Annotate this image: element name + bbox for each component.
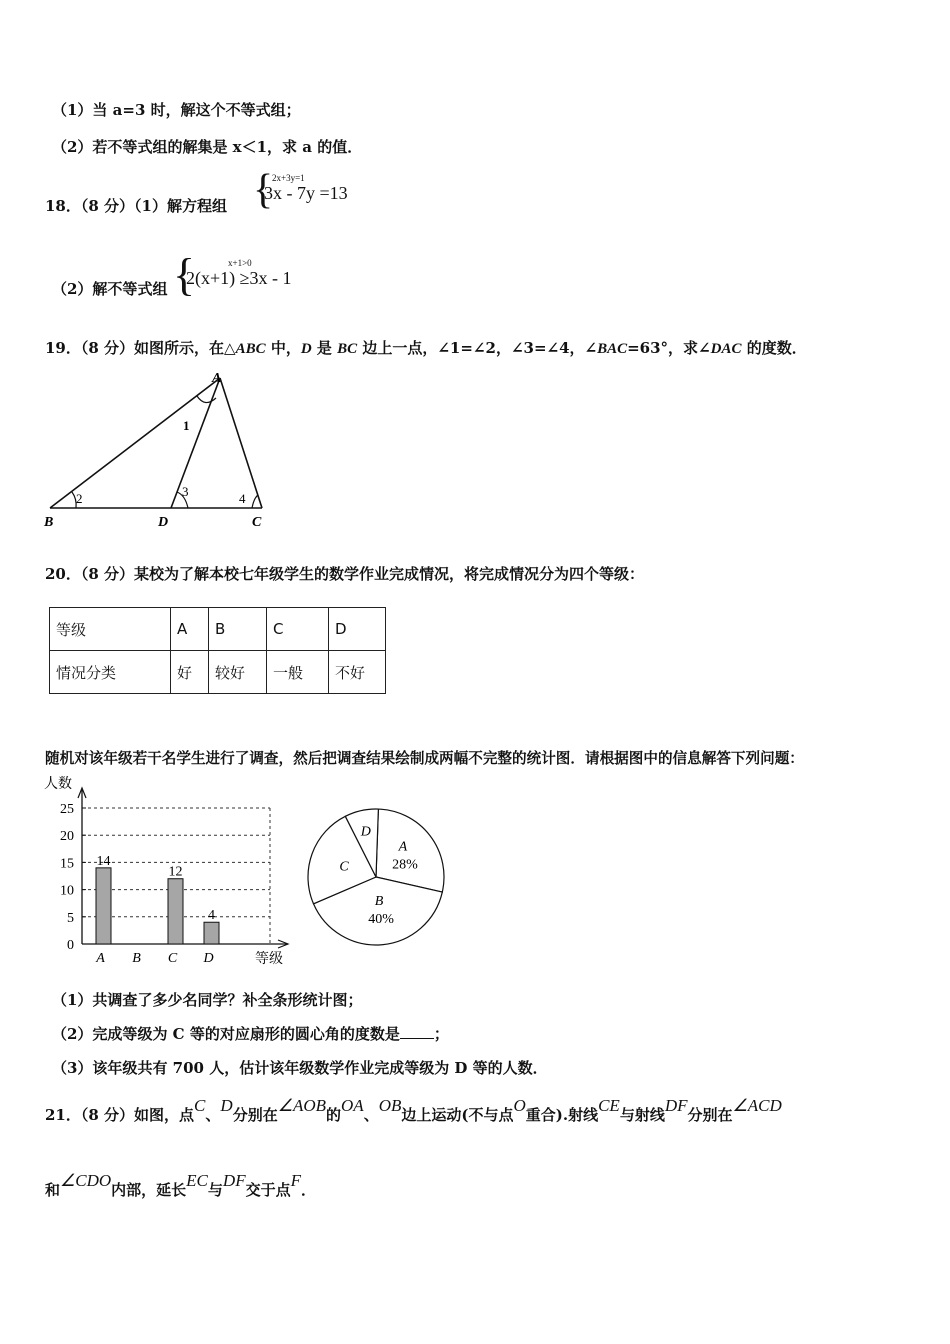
q18-eq2: 3x - 7y =13 bbox=[264, 183, 348, 203]
angle4-label: 4 bbox=[239, 491, 246, 506]
y-tick-label: 5 bbox=[67, 910, 74, 926]
table-cell: 较好 bbox=[209, 651, 267, 694]
q18-ineq1: x+1>0 bbox=[228, 258, 252, 268]
q18-part2-label: （2）解不等式组 bbox=[52, 280, 168, 298]
pie-percent-label: 28% bbox=[392, 857, 418, 873]
q20-part1: （1）共调查了多少名同学？补全条形统计图； bbox=[52, 991, 363, 1009]
table-row bbox=[50, 651, 386, 694]
vertex-a-label: A bbox=[212, 371, 222, 386]
answer-blank[interactable] bbox=[400, 1024, 434, 1039]
table-cell: 等级 bbox=[50, 608, 171, 651]
category-label: D bbox=[203, 951, 214, 966]
bar-chart bbox=[40, 772, 300, 972]
q18-ineq2: 2(x+1) ≥3x - 1 bbox=[186, 268, 292, 288]
q17-part1: （1）当 a=3 时，解这个不等式组； bbox=[52, 101, 301, 119]
bar-A bbox=[96, 868, 111, 944]
q21-line2: 和∠CDO内部，延长EC与DF交于点F． bbox=[45, 1171, 317, 1199]
bar-D bbox=[204, 922, 219, 944]
triangle-figure bbox=[40, 368, 280, 536]
angle2-label: 2 bbox=[76, 491, 83, 506]
y-tick-label: 15 bbox=[60, 856, 74, 872]
q19-text: 19．（8 分）如图所示，在△ABC 中，D 是 BC 边上一点，∠1=∠2，∠3=∠4，∠BAC=63°，求∠DAC 的度数． bbox=[45, 339, 807, 357]
pie-percent-label: 40% bbox=[368, 911, 394, 927]
table-cell: 一般 bbox=[267, 651, 329, 694]
pie-chart bbox=[300, 804, 450, 954]
bar-value-label: 12 bbox=[168, 864, 183, 880]
vertex-c-label: C bbox=[252, 515, 262, 530]
category-label: A bbox=[96, 951, 105, 966]
q18-prefix: 18．（8 分）（1）解方程组 bbox=[45, 197, 227, 215]
table-cell: 好 bbox=[171, 651, 209, 694]
table-cell: C bbox=[267, 608, 329, 651]
y-tick-label: 10 bbox=[60, 883, 74, 899]
pie-label: D bbox=[360, 824, 371, 840]
q20-intro: 20．（8 分）某校为了解本校七年级学生的数学作业完成情况，将完成情况分为四个等级： bbox=[45, 565, 645, 583]
y-tick-label: 0 bbox=[67, 938, 74, 953]
q20-part3: （3）该年级共有 700 人，估计该年级数学作业完成等级为 D 等的人数． bbox=[52, 1059, 548, 1077]
vertex-d-label: D bbox=[158, 515, 169, 530]
q20-survey-text: 随机对该年级若干名学生进行了调查，然后把调查结果绘制成两幅不完整的统计图．请根据图中的信息解答下列问题： bbox=[45, 750, 804, 767]
y-tick-label: 20 bbox=[60, 829, 74, 845]
bar-chart-ylabel: 人数 bbox=[44, 777, 72, 792]
bar-value-label: 4 bbox=[208, 908, 215, 924]
table-cell: D bbox=[329, 608, 386, 651]
category-label: B bbox=[132, 951, 141, 966]
segment-ab bbox=[50, 378, 220, 508]
bar-chart-xlabel: 等级 bbox=[255, 952, 283, 967]
q18-eq1: 2x+3y=1 bbox=[272, 173, 305, 183]
category-label: C bbox=[167, 951, 178, 966]
pie-label: C bbox=[339, 859, 349, 875]
grade-table bbox=[49, 607, 386, 694]
q20-part2: （2）完成等级为 C 等的对应扇形的圆心角的度数是 ； bbox=[52, 1025, 449, 1043]
pie-label: B bbox=[374, 893, 384, 909]
y-tick-label: 25 bbox=[60, 802, 74, 817]
bar-C bbox=[168, 879, 183, 944]
table-cell: B bbox=[209, 608, 267, 651]
q17-part2: （2）若不等式组的解集是 x＜1，求 a 的值． bbox=[52, 138, 363, 156]
angle3-label: 3 bbox=[182, 484, 189, 499]
bar-value-label: 14 bbox=[96, 853, 111, 869]
q18-brace2-icon: { bbox=[173, 249, 196, 300]
table-row bbox=[50, 608, 386, 651]
q21-line1: 21．（8 分）如图，点C、D分别在∠AOB的OA、OB边上运动(不与点O重合).射线CE与射线DF分别在∠ACD bbox=[45, 1096, 782, 1124]
q18-brace1-icon: { bbox=[253, 167, 274, 213]
table-cell: 情况分类 bbox=[50, 651, 171, 694]
segment-ac bbox=[220, 378, 262, 508]
vertex-b-label: B bbox=[44, 515, 54, 530]
table-cell: 不好 bbox=[329, 651, 386, 694]
pie-label: A bbox=[398, 839, 408, 855]
angle4-arc bbox=[252, 495, 258, 508]
angle1-label: 1 bbox=[183, 418, 190, 433]
table-cell: A bbox=[171, 608, 209, 651]
